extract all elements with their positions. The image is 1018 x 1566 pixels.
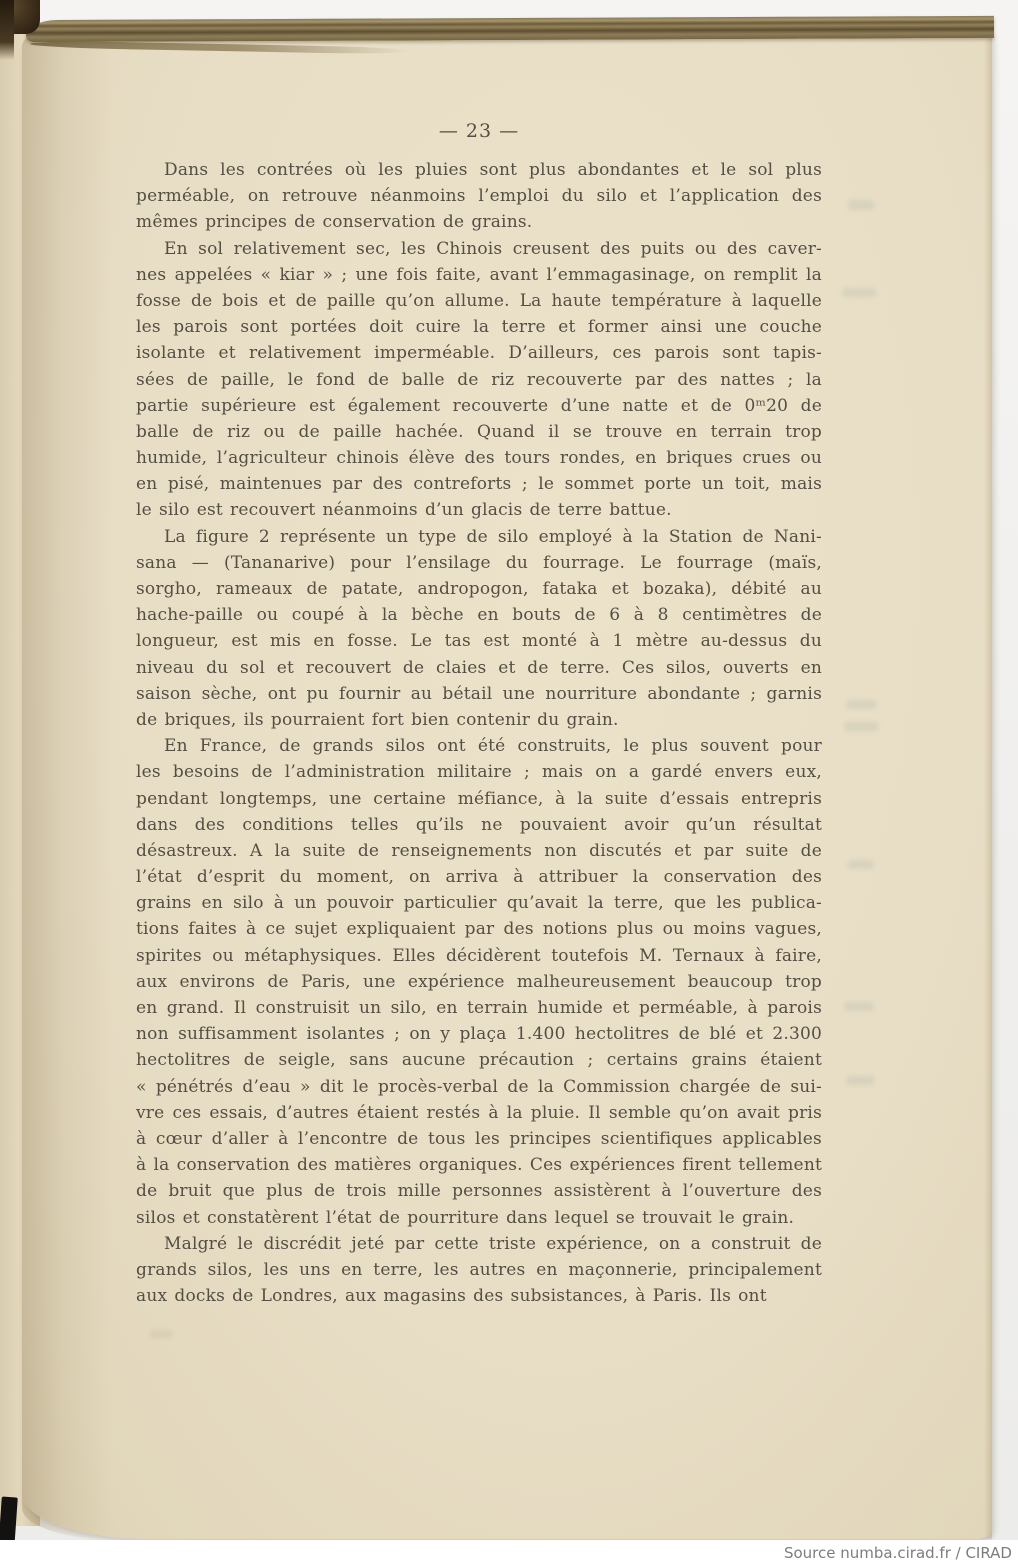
text-line: le silo est recouvert néanmoins d’un glacis de terre battue. (136, 500, 672, 521)
text-line: désastreux. A la suite de renseignements non discutés et par suite de (136, 840, 822, 861)
text-line: de bruit que plus de trois mille personnes assistèrent à l’ouverture des (136, 1181, 822, 1202)
text-line: isolante et relativement imperméable. D’ailleurs, ces parois sont tapis- (136, 343, 822, 364)
text-line: à la conservation des matières organiques. Ces expériences firent tellement (136, 1155, 822, 1176)
bleed-through-mark (846, 700, 876, 709)
text-line: Dans les contrées où les pluies sont plus abondantes et le sol plus (164, 160, 822, 180)
text-line: balle de riz ou de paille hachée. Quand il se trouve en terrain trop (136, 421, 822, 442)
text-line: « pénétrés d’eau » dit le procès-verbal de la Commission chargée de sui- (136, 1076, 822, 1097)
text-line: nes appelées « kiar » ; une fois faite, avant l’emmagasinage, on remplit la (136, 264, 822, 285)
text-line: La figure 2 représente un type de silo employé à la Station de Nani- (164, 526, 822, 547)
text-line: en pisé, maintenues par des contreforts ; le sommet porte un toit, mais (136, 474, 822, 495)
text-line: aux docks de Londres, aux magasins des subsistances, à Paris. Ils ont (136, 1286, 767, 1307)
text-line: En sol relativement sec, les Chinois creusent des puits ou des caver- (164, 238, 822, 259)
text-line: tions faites à ce sujet expliquaient par des notions plus ou moins vagues, (136, 919, 822, 940)
page-number: — 23 — (438, 120, 520, 142)
text-line: sées de paille, le fond de balle de riz recouverte par des nattes ; la (136, 369, 822, 390)
source-attribution: Source numba.cirad.fr / CIRAD (783, 1544, 1012, 1562)
text-line: saison sèche, ont pu fournir au bétail une nourriture abondante ; garnis (136, 683, 822, 704)
bleed-through-mark (844, 722, 878, 731)
text-line: longueur, est mis en fosse. Le tas est monté à 1 mètre au-dessus du (136, 631, 822, 652)
text-line: de briques, ils pourraient fort bien contenir du grain. (136, 709, 619, 730)
text-line: mêmes principes de conservation de grains. (136, 212, 533, 233)
text-line: dans des conditions telles qu’ils ne pouvaient avoir qu’un résultat (136, 814, 822, 835)
text-line: pendant longtemps, une certaine méfiance, à la suite d’essais entrepris (136, 788, 822, 809)
text-line: l’état d’esprit du moment, on arriva à attribuer la conservation des (136, 867, 822, 888)
text-line: à cœur d’aller à l’encontre de tous les principes scientifiques applicables (136, 1128, 822, 1149)
text-line: perméable, on retrouve néanmoins l’emploi du silo et l’application des (136, 186, 822, 207)
text-line: sorgho, rameaux de patate, andropogon, fataka et bozaka), débité au (136, 579, 822, 599)
text-line: vre ces essais, d’autres étaient restés à la pluie. Il semble qu’on avait pris (136, 1102, 822, 1123)
text-line: spirites ou métaphysiques. Elles décidèrent toutefois M. Ternaux à faire, (136, 945, 822, 966)
text-line: non suffisamment isolantes ; on y plaça 1.400 hectolitres de blé et 2.300 (136, 1024, 822, 1045)
text-line: sana — (Tananarive) pour l’ensilage du fourrage. Le fourrage (maïs, (136, 552, 822, 573)
text-line: aux environs de Paris, une expérience malheureusement beaucoup trop (136, 971, 822, 992)
page-text (136, 157, 822, 1309)
text-line: niveau du sol et recouvert de claies et de terre. Ces silos, ouverts en (136, 657, 822, 678)
bleed-through-mark (848, 860, 874, 869)
page-right-edge-shading (984, 34, 992, 1539)
text-line: En France, de grands silos ont été construits, le plus souvent pour (164, 736, 822, 757)
bleed-through-mark (846, 1076, 874, 1085)
text-line: Malgré le discrédit jeté par cette triste expérience, on a construit de (164, 1233, 822, 1254)
bleed-through-mark (150, 1330, 172, 1338)
bleed-through-mark (844, 1002, 874, 1011)
text-line: grains en silo à un pouvoir particulier qu’avait la terre, que les publica- (136, 893, 822, 914)
top-page-edges (26, 16, 994, 42)
spine-binding-edge (0, 0, 14, 60)
text-line: fosse de bois et de paille qu’on allume. La haute température à laquelle (136, 290, 822, 311)
spine-fold-shadow (22, 34, 112, 1539)
text-line: humide, l’agriculteur chinois élève des tours rondes, en briques crues ou (136, 448, 822, 469)
bleed-through-mark (842, 288, 876, 297)
bleed-through-mark (848, 200, 874, 210)
text-line: silos et constatèrent l’état de pourriture dans lequel se trouvait le grain. (136, 1207, 795, 1228)
text-line: hache-paille ou coupé à la bèche en bouts de 6 à 8 centimètres de (136, 605, 822, 626)
footer-bar (0, 1540, 1018, 1566)
text-line: grands silos, les uns en terre, les autres en maçonnerie, principalement (136, 1259, 822, 1280)
text-line: les besoins de l’administration militaire ; mais on a gardé envers eux, (136, 762, 822, 783)
text-line: en grand. Il construisit un silo, en terrain humide et perméable, à parois (136, 998, 822, 1018)
text-line: les parois sont portées doit cuire la terre et former ainsi une couche (136, 317, 822, 338)
text-line: partie supérieure est également recouverte d’une natte et de 0ᵐ20 de (136, 395, 822, 416)
text-line: hectolitres de seigle, sans aucune précaution ; certains grains étaient (136, 1050, 822, 1071)
